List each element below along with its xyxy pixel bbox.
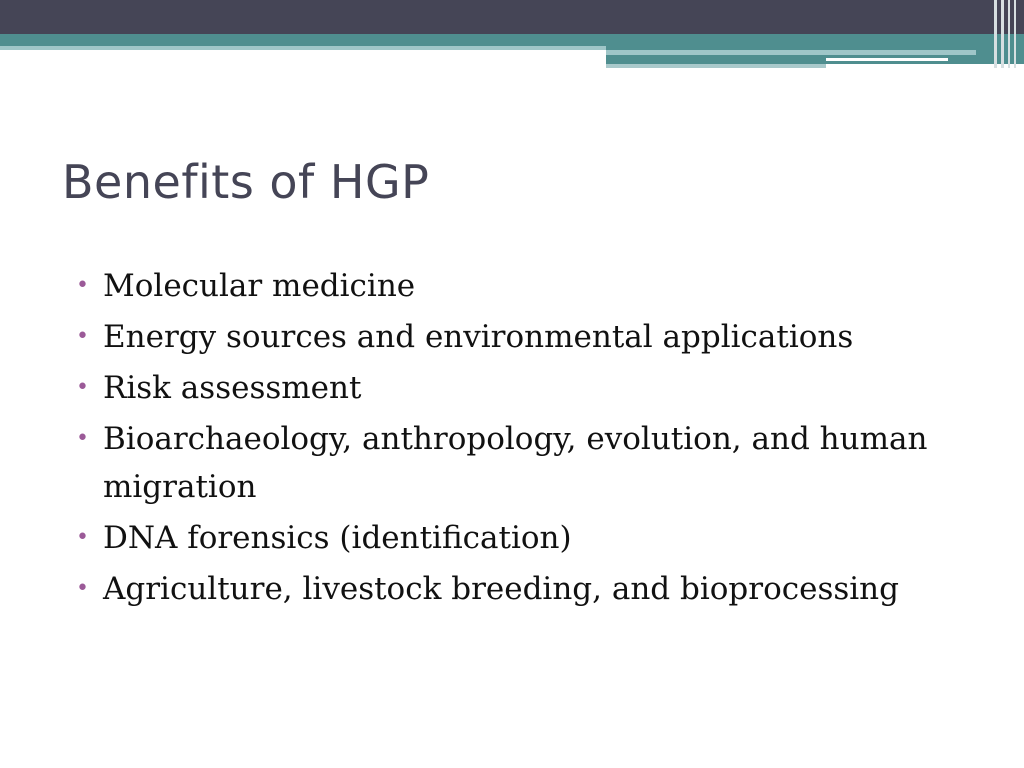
header-right-stripes [992,0,1024,68]
bullet-marker-icon: • [76,375,89,400]
bullet-text: Bioarchaeology, anthropology, evolution, and human migration [103,421,928,505]
bullet-item [76,514,976,562]
bullet-item [76,565,976,613]
slide-title: Benefits of HGP [62,155,430,209]
bullet-marker-icon: • [76,525,89,550]
header-band-right-line [606,64,826,68]
bullet-text: Risk assessment [103,370,362,406]
bullet-text: DNA forensics (identification) [103,520,572,556]
bullet-marker-icon: • [76,324,89,349]
bullet-item [76,313,976,361]
header-band-light-line [0,46,606,50]
bullet-text: Molecular medicine [103,268,416,304]
bullet-item [76,262,976,310]
bullet-marker-icon: • [76,273,89,298]
header-band-teal [0,34,1024,46]
bullet-marker-icon: • [76,426,89,451]
bullet-item [76,364,976,412]
header-band-right-block [606,46,1024,64]
bullet-text: Energy sources and environmental applications [103,319,854,355]
bullet-marker-icon: • [76,576,89,601]
bullet-list [76,262,976,616]
bullet-item [76,415,976,511]
bullet-text: Agriculture, livestock breeding, and bioprocessing [103,571,899,607]
header-band-right-line [606,50,976,55]
header-band-dark [0,0,1024,34]
header-band-right-highlight [826,58,948,61]
